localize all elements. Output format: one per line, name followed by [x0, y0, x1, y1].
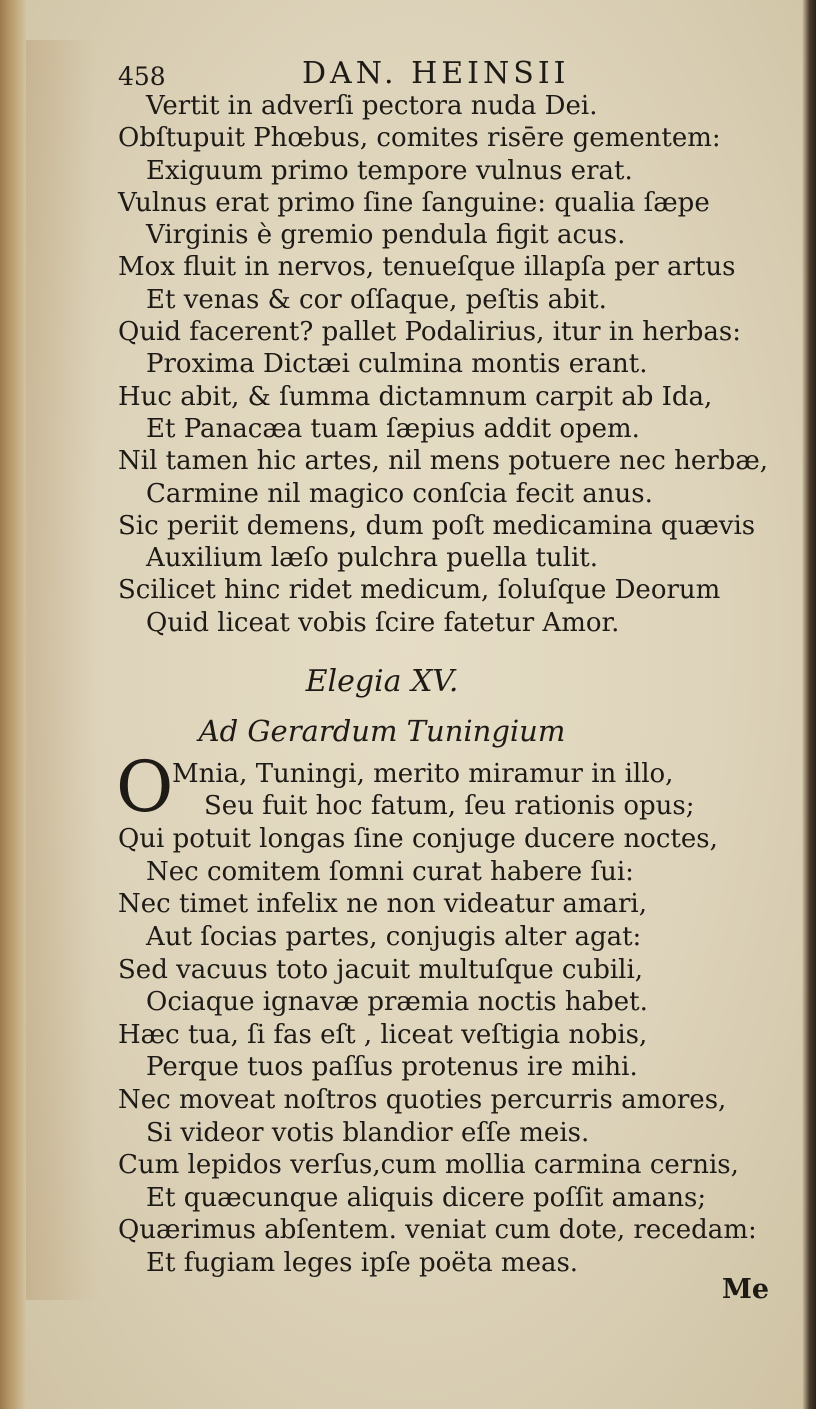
- verse-line: Qui potuit longas ſine conjuge ducere noctes,: [118, 824, 718, 855]
- verse-line: Quid facerent? pallet Podalirius, itur in herbas:: [118, 317, 742, 348]
- verse-line: Exiguum primo tempore vulnus erat.: [146, 155, 633, 186]
- elegy-title: Elegia XV.: [305, 664, 459, 699]
- verse-spacer: [112, 791, 772, 824]
- verse-line: Hæc tua, ſi fas eſt , liceat veſtigia nobis,: [118, 1019, 648, 1050]
- verse-line: Nec moveat noſtros quoties percurris amores,: [118, 1084, 727, 1115]
- verse-line: Et venas & cor oſſaque, peſtis abit.: [146, 284, 607, 315]
- verse-line: Vertit in adverſi pectora nuda Dei.: [146, 91, 598, 121]
- verse-spacer: [112, 758, 772, 791]
- verse-line: Perque tuos paſſus protenus ire mihi.: [146, 1052, 638, 1083]
- verse-line: Vulnus erat primo ſine ſanguine: qualia ſæpe: [118, 187, 710, 218]
- verse-line: Et fugiam leges ipſe poëta meas.: [146, 1247, 579, 1278]
- verse-line: Cum lepidos verſus,cum mollia carmina cernis,: [118, 1150, 739, 1181]
- elegy-continuation: [112, 90, 772, 639]
- verse-line: Nec timet infelix ne non videatur amari,: [118, 889, 648, 920]
- running-head: DAN. HEINSII: [302, 56, 570, 91]
- verse-line: Virginis è gremio pendula figit acus.: [146, 220, 626, 251]
- verse-line: Scilicet hinc ridet medicum, ſoluſque Deorum: [118, 575, 721, 606]
- elegy-subtitle: Ad Gerardum Tuningium: [198, 714, 566, 748]
- verse-line: Quid liceat vobis ſcire fatetur Amor.: [146, 607, 620, 638]
- drop-cap: O: [116, 746, 174, 828]
- verse-line: Et quæcunque aliquis dicere poſſit amans;: [146, 1182, 707, 1213]
- verse-line: Carmine nil magico conſcia fecit anus.: [146, 478, 653, 509]
- verse-line: Nec comitem ſomni curat habere ſui:: [146, 856, 634, 887]
- verse-line: Et Panacæa tuam ſæpius addit opem.: [146, 413, 640, 444]
- verse-line: Sed vacuus toto jacuit multuſque cubili,: [118, 954, 644, 985]
- verse-line: Nil tamen hic artes, nil mens potuere nec herbæ,: [118, 446, 769, 477]
- verse-line: Quærimus abſentem. veniat cum dote, recedam:: [118, 1215, 757, 1246]
- page-binding-shadow: [0, 0, 26, 1409]
- verse-line: Seu fuit hoc fatum, ſeu rationis opus;: [204, 791, 695, 822]
- page-edge-shadow: [802, 0, 816, 1409]
- verse-line: Mox fluit in nervos, tenueſque illapſa per artus: [118, 252, 736, 283]
- verse-line: Mnia, Tuningi, merito miramur in illo,: [172, 759, 674, 789]
- page-number: 458: [118, 62, 166, 91]
- verse-line: Auxilium læſo pulchra puella tulit.: [146, 543, 599, 574]
- page-header: [112, 54, 652, 94]
- verse-line: Sic periit demens, dum poſt medicamina quævis: [118, 510, 756, 541]
- verse-line: Proxima Dictæi culmina montis erant.: [146, 349, 648, 380]
- verse-line: Obſtupuit Phœbus, comites risēre gementem:: [118, 123, 721, 154]
- verse-line: Aut ſocias partes, conjugis alter agat:: [146, 921, 642, 952]
- page-stain: [26, 40, 96, 1300]
- verse-line: Si videor votis blandior eſſe meis.: [146, 1117, 590, 1148]
- elegy-body: [112, 758, 772, 1280]
- verse-line: Huc abit, & ſumma dictamnum carpit ab Ida,: [118, 381, 713, 412]
- verse-line: Ociaque ignavæ præmia noctis habet.: [146, 987, 648, 1018]
- catchword: Me: [722, 1274, 770, 1305]
